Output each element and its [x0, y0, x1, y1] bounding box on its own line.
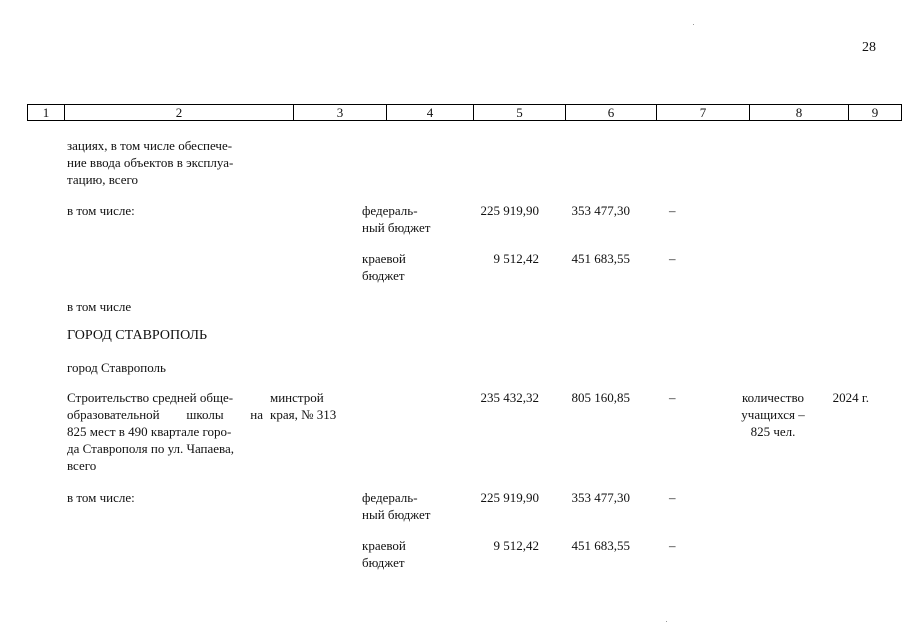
header-row: [28, 105, 902, 121]
header-col-6: 6: [566, 105, 657, 121]
project-indicator-1: количество: [741, 390, 805, 405]
intro-regional-value-7: –: [669, 251, 676, 266]
header-col-4: 4: [387, 105, 474, 121]
scan-speck: [693, 24, 694, 25]
city-heading: ГОРОД СТАВРОПОЛЬ: [67, 328, 208, 343]
intro-federal-value-6: 353 477,30: [571, 203, 630, 218]
intro-line-3: тацию, всего: [67, 172, 139, 187]
project-value-6: 805 160,85: [571, 390, 630, 405]
including-label: в том числе: [67, 299, 132, 314]
project-line-4: да Ставрополя по ул. Чапаева,: [67, 441, 235, 456]
project-year: 2024 г.: [832, 390, 869, 405]
project-indicator-2: учащихся –: [741, 407, 805, 422]
project-indicator-3: 825 чел.: [750, 424, 796, 439]
city-subheading: город Ставрополь: [67, 360, 166, 375]
project-federal-source-2: ный бюджет: [362, 507, 431, 522]
intro-line-1: зациях, в том числе обеспече-: [67, 138, 233, 153]
intro-regional-source-1: краевой: [362, 251, 406, 266]
intro-federal-value-7: –: [669, 203, 676, 218]
scan-speck: [666, 621, 667, 622]
header-col-2: 2: [65, 105, 294, 121]
header-col-3: 3: [294, 105, 387, 121]
intro-federal-value-5: 225 919,90: [480, 203, 539, 218]
header-col-1: 1: [28, 105, 65, 121]
project-including-label: в том числе:: [67, 490, 135, 505]
intro-line-2: ние ввода объектов в эксплуа-: [67, 155, 234, 170]
project-regional-source-1: краевой: [362, 538, 406, 553]
project-executor-2: края, № 313: [270, 407, 337, 422]
intro-regional-value-6: 451 683,55: [571, 251, 630, 266]
header-col-7: 7: [657, 105, 750, 121]
project-federal-value-6: 353 477,30: [571, 490, 630, 505]
project-executor-1: минстрой: [270, 390, 324, 405]
column-number-header: [27, 104, 902, 121]
project-value-7: –: [669, 390, 676, 405]
project-line-5: всего: [67, 458, 97, 473]
project-value-5: 235 432,32: [480, 390, 539, 405]
project-federal-value-5: 225 919,90: [480, 490, 539, 505]
intro-federal-source-1: федераль-: [362, 203, 418, 218]
project-federal-value-7: –: [669, 490, 676, 505]
project-federal-source-1: федераль-: [362, 490, 418, 505]
intro-federal-source-2: ный бюджет: [362, 220, 431, 235]
intro-regional-value-5: 9 512,42: [493, 251, 539, 266]
project-regional-value-7: –: [669, 538, 676, 553]
project-regional-source-2: бюджет: [362, 555, 405, 570]
page-number: 28: [862, 40, 876, 55]
project-line-2: образовательной школы на: [67, 407, 263, 422]
header-col-5: 5: [474, 105, 566, 121]
project-regional-value-6: 451 683,55: [571, 538, 630, 553]
intro-regional-source-2: бюджет: [362, 268, 405, 283]
project-line-3: 825 мест в 490 квартале горо-: [67, 424, 232, 439]
header-col-8: 8: [750, 105, 849, 121]
project-regional-value-5: 9 512,42: [493, 538, 539, 553]
header-col-9: 9: [849, 105, 902, 121]
intro-including-label: в том числе:: [67, 203, 135, 218]
project-line-1: Строительство средней обще-: [67, 390, 234, 405]
